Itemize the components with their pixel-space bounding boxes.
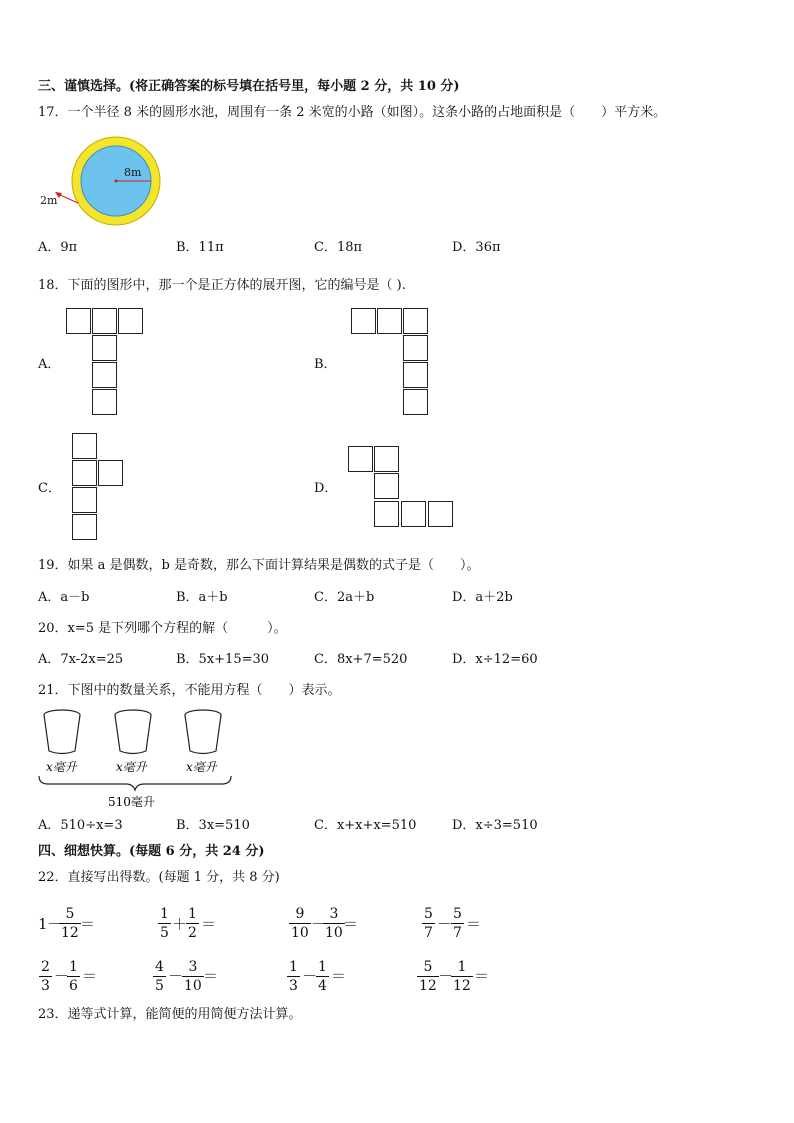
brace <box>39 776 231 790</box>
cup-label: x毫升 <box>186 760 217 774</box>
fraction: 1 12 <box>453 959 471 994</box>
q18-label-a: A． <box>38 357 61 372</box>
fraction: 1 2 <box>188 906 197 941</box>
question-18-stem: 18．下面的图形中，那一个是正方体的展开图，它的编号是（ ). <box>38 278 406 293</box>
q17-option-c: C．18π <box>314 240 363 255</box>
q18-label-b: B． <box>314 357 337 372</box>
fraction: 9 10 <box>291 906 309 941</box>
q19-option-a: A．a－b <box>38 590 90 605</box>
q19-option-d: D．a＋2b <box>452 590 513 605</box>
fraction: 3 10 <box>325 906 343 941</box>
fraction: 5 12 <box>61 906 79 941</box>
radius-label: 8m <box>124 166 142 179</box>
fraction: 2 3 <box>41 959 50 994</box>
q19-option-c: C．2a＋b <box>314 590 375 605</box>
fraction: 1 6 <box>69 959 78 994</box>
question-19-stem: 19．如果 a 是偶数，b 是奇数，那么下面计算结果是偶数的式子是（ ）。 <box>38 558 480 573</box>
q20-option-d: D．x÷12=60 <box>452 652 538 667</box>
q17-option-a: A．9π <box>38 240 78 255</box>
q17-option-d: D．36π <box>452 240 501 255</box>
q21-option-b: B．3x=510 <box>176 818 250 833</box>
section-3-title: 三、谨慎选择。(将正确答案的标号填在括号里，每小题 2 分，共 10 分) <box>38 79 460 94</box>
q21-option-a: A．510÷x=3 <box>38 818 123 833</box>
q20-option-a: A．7x-2x=25 <box>38 652 124 667</box>
fraction: 3 10 <box>184 959 202 994</box>
question-17-stem: 17．一个半径 8 米的圆形水池，周围有一条 2 米宽的小路（如图）。这条小路的占地面积是（ ）平方米。 <box>38 105 667 120</box>
q18-label-d: D． <box>314 481 338 496</box>
fraction: 5 7 <box>424 906 433 941</box>
cup-icon <box>185 710 221 754</box>
fraction: 5 7 <box>453 906 462 941</box>
total-label: 510毫升 <box>108 795 155 809</box>
question-21-stem: 21．下图中的数量关系，不能用方程（ ）表示。 <box>38 683 341 698</box>
center-dot <box>115 180 118 183</box>
question-22-stem: 22．直接写出得数。(每题 1 分，共 8 分) <box>38 870 280 885</box>
cup-label: x毫升 <box>46 760 77 774</box>
fraction: 1 4 <box>318 959 327 994</box>
fraction: 1 5 <box>160 906 169 941</box>
q20-option-c: C．8x+7=520 <box>314 652 408 667</box>
q18-label-c: C． <box>38 481 61 496</box>
section-4-title: 四、细想快算。(每题 6 分，共 24 分) <box>38 844 265 859</box>
q17-option-b: B．11π <box>176 240 224 255</box>
cup-label: x毫升 <box>116 760 147 774</box>
question-23-stem: 23．递等式计算，能简便的用简便方法计算。 <box>38 1007 302 1022</box>
cups-figure <box>36 706 236 816</box>
q21-option-c: C．x+x+x=510 <box>314 818 417 833</box>
fraction: 5 12 <box>419 959 437 994</box>
pool-figure <box>38 134 168 234</box>
cup-icon <box>44 710 80 754</box>
q21-option-d: D．x÷3=510 <box>452 818 538 833</box>
width-label: 2m <box>40 194 58 207</box>
cup-icon <box>115 710 151 754</box>
q20-option-b: B．5x+15=30 <box>176 652 270 667</box>
fraction: 4 5 <box>155 959 164 994</box>
fraction: 1 3 <box>289 959 298 994</box>
question-20-stem: 20．x=5 是下列哪个方程的解（ ）。 <box>38 621 287 636</box>
q19-option-b: B．a＋b <box>176 590 228 605</box>
